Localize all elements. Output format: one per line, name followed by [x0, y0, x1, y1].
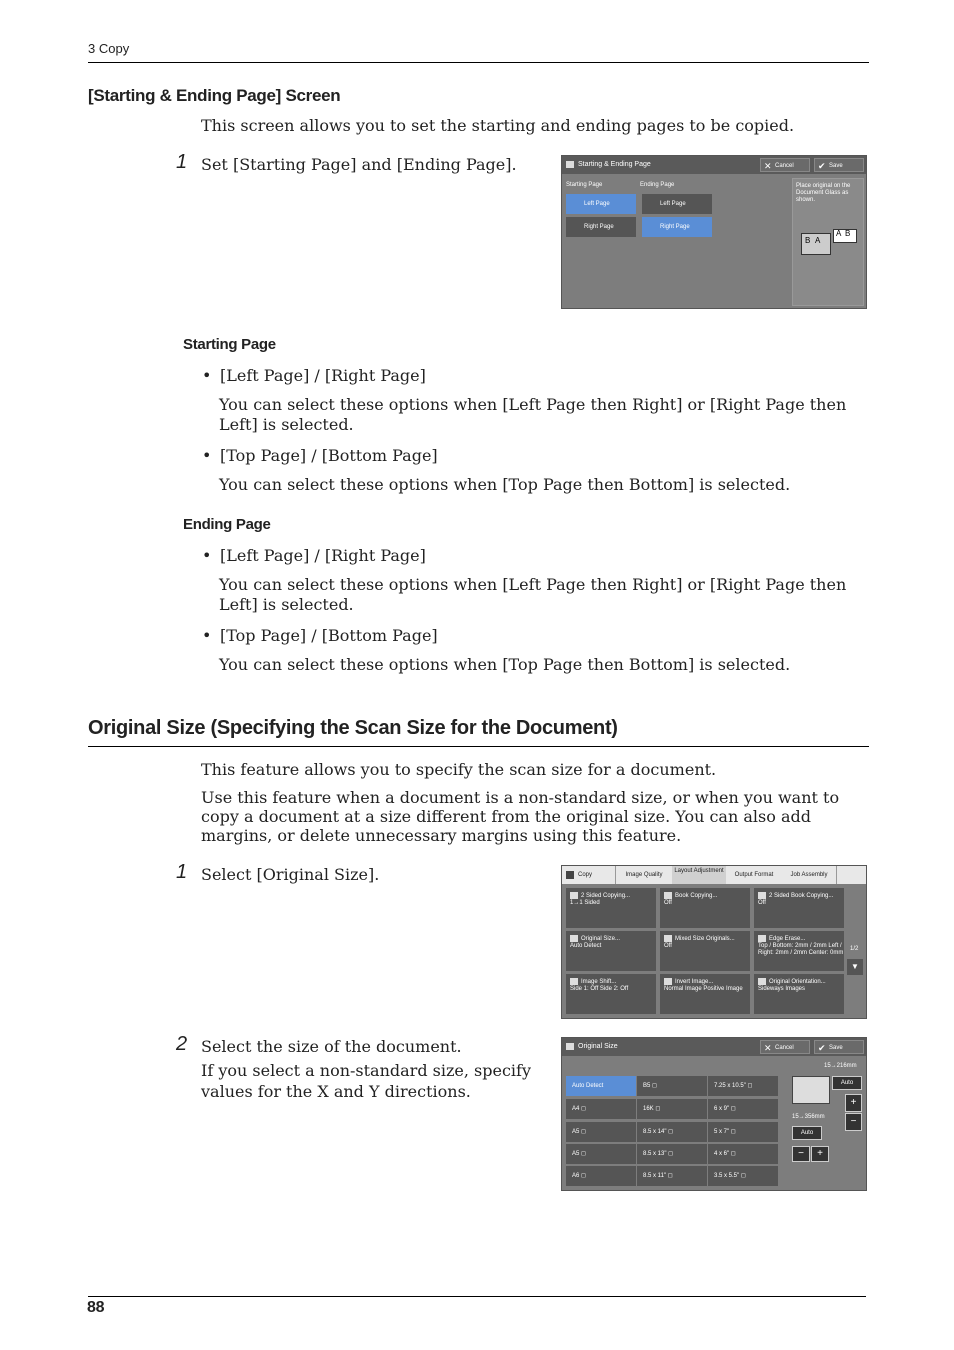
- starting-page-heading: Starting Page: [183, 336, 276, 353]
- option-label: Right Page: [584, 224, 614, 230]
- size-option[interactable]: 8.5 x 11" ◻: [637, 1166, 707, 1186]
- y-minus-button[interactable]: −: [792, 1146, 810, 1162]
- bullet-desc: You can select these options when [Left Page then Right] or [Right Page then Left] is selected.: [219, 395, 847, 434]
- tile-name: Invert Image...: [675, 979, 714, 986]
- bullet-item: • [Top Page] / [Bottom Page]: [220, 446, 438, 466]
- placement-hint: Place original on the Document Glass as shown.: [796, 183, 851, 203]
- screen-title: Original Size: [578, 1043, 618, 1050]
- tile-name: Original Orientation...: [769, 979, 826, 986]
- section2-title: Original Size (Specifying the Scan Size for the Document): [88, 717, 618, 739]
- size-option[interactable]: 7.25 x 10.5" ◻: [708, 1076, 778, 1096]
- tile-name: Mixed Size Originals...: [675, 936, 735, 943]
- y-range-label: 15→356mm: [792, 1114, 825, 1120]
- tile-value: Sideways Images: [758, 986, 806, 993]
- chevron-down-icon: ▼: [851, 962, 859, 971]
- start-right-page-option[interactable]: [566, 217, 636, 237]
- footer-rule: [88, 1296, 866, 1297]
- feature-icon: [570, 892, 578, 899]
- bullet-desc: You can select these options when [Top Page then Bottom] is selected.: [219, 655, 791, 674]
- end-left-page-option[interactable]: [642, 194, 712, 214]
- tile-name: 2 Sided Book Copying...: [769, 893, 834, 900]
- feature-icon: [664, 978, 672, 985]
- screen-title: Starting & Ending Page: [578, 161, 651, 168]
- y-auto-button[interactable]: Auto: [792, 1126, 822, 1140]
- step-text: Select the size of the document.: [201, 1037, 462, 1056]
- tile-value: Off: [664, 943, 672, 950]
- tab-bar: [562, 866, 866, 884]
- copy-icon: [566, 871, 574, 879]
- feature-icon: [570, 935, 578, 942]
- bullet-desc: You can select these options when [Left Page then Right] or [Right Page then Left] is selected.: [219, 575, 847, 614]
- feature-tile[interactable]: [754, 974, 844, 1014]
- label-b2: B: [845, 229, 851, 238]
- tile-value: Auto Detect: [570, 943, 602, 950]
- tile-value: Off: [758, 900, 766, 907]
- document-size-icon: [792, 1076, 830, 1104]
- tile-name: Original Size...: [581, 936, 621, 943]
- size-option[interactable]: A4 ◻: [566, 1099, 636, 1119]
- feature-tile[interactable]: [660, 974, 750, 1014]
- page-indicator: 1/2: [850, 946, 859, 952]
- label-b: B: [805, 236, 811, 245]
- guide-panel: [792, 178, 864, 306]
- cancel-label: Cancel: [775, 163, 794, 169]
- bullet-item: • [Left Page] / [Right Page]: [220, 546, 426, 566]
- tab-output-format[interactable]: Output Format: [726, 866, 783, 884]
- y-plus-button[interactable]: +: [811, 1146, 829, 1162]
- ending-page-label: Ending Page: [640, 182, 675, 188]
- page-number: 88: [87, 1299, 105, 1316]
- feature-icon: [758, 978, 766, 985]
- size-option[interactable]: Auto Detect: [566, 1076, 636, 1096]
- screen-title-bar: [562, 156, 866, 174]
- section2-paragraph: Use this feature when a document is a non-standard size, or when you want to copy a document at a size different from the original size. You can also add margins, or delete unnecessary margins using this feature.: [201, 788, 840, 845]
- size-option[interactable]: A5 ◻: [566, 1122, 636, 1142]
- tab-layout-adjustment[interactable]: Layout Adjustment: [672, 866, 727, 884]
- tile-name: Edge Erase...: [769, 936, 806, 943]
- intro-text: This screen allows you to set the starting and ending pages to be copied.: [201, 116, 795, 135]
- size-option[interactable]: 16K ◻: [637, 1099, 707, 1119]
- x-plus-button[interactable]: +: [845, 1094, 862, 1112]
- feature-tile[interactable]: [754, 931, 844, 971]
- close-icon: ✕: [764, 1043, 772, 1053]
- tab-job-assembly[interactable]: Job Assembly: [782, 866, 837, 884]
- tab-image-quality[interactable]: Image Quality: [616, 866, 673, 884]
- x-minus-button[interactable]: −: [845, 1113, 862, 1131]
- size-option[interactable]: 5 x 7" ◻: [708, 1122, 778, 1142]
- feature-icon: [664, 935, 672, 942]
- x-auto-button[interactable]: Auto: [832, 1076, 862, 1090]
- feature-tile[interactable]: [660, 931, 750, 971]
- size-option[interactable]: A6 ◻: [566, 1166, 636, 1186]
- tile-name: Book Copying...: [675, 893, 718, 900]
- save-label: Save: [829, 1045, 843, 1051]
- section-title: [Starting & Ending Page] Screen: [88, 86, 341, 105]
- starting-page-label: Starting Page: [566, 182, 603, 188]
- tile-name: Image Shift...: [581, 979, 617, 986]
- feature-tile-original-size[interactable]: [566, 931, 656, 971]
- size-option[interactable]: B5 ◻: [637, 1076, 707, 1096]
- section2-paragraph: This feature allows you to specify the scan size for a document.: [201, 760, 717, 779]
- size-option[interactable]: 8.5 x 14" ◻: [637, 1122, 707, 1142]
- size-option[interactable]: A5 ◻: [566, 1144, 636, 1164]
- bullet-item: • [Top Page] / [Bottom Page]: [220, 626, 438, 646]
- scroll-down-button[interactable]: [847, 959, 863, 975]
- tab-copy[interactable]: Copy: [562, 866, 616, 884]
- bullet-item: • [Left Page] / [Right Page]: [220, 366, 426, 386]
- x-range-label: 15→216mm: [824, 1063, 857, 1069]
- bullet-desc: You can select these options when [Top Page then Bottom] is selected.: [219, 475, 791, 494]
- tile-name: 2 Sided Copying...: [581, 893, 631, 900]
- ending-page-heading: Ending Page: [183, 516, 271, 533]
- tile-value: Top / Bottom: 2mm / 2mm Left / Right: 2mm / 2mm Center: 0mm: [758, 943, 844, 957]
- feature-tile[interactable]: [754, 888, 844, 928]
- feature-tile[interactable]: [660, 888, 750, 928]
- feature-icon: [758, 892, 766, 899]
- check-icon: ✔: [818, 1043, 826, 1053]
- option-label: Right Page: [660, 224, 690, 230]
- step-number: 1: [176, 861, 188, 883]
- tile-value: Normal Image Positive Image: [664, 986, 743, 993]
- cancel-label: Cancel: [775, 1045, 794, 1051]
- tile-value: Side 1: Off Side 2: Off: [570, 986, 629, 993]
- label-a2: A: [836, 229, 842, 238]
- tile-value: Off: [664, 900, 672, 907]
- size-option[interactable]: 6 x 9" ◻: [708, 1099, 778, 1119]
- option-label: Left Page: [660, 201, 686, 207]
- feature-icon: [758, 935, 766, 942]
- header-rule: [88, 62, 869, 63]
- step-text: Select [Original Size].: [201, 865, 380, 884]
- feature-tile[interactable]: [566, 974, 656, 1014]
- feature-icon: [570, 978, 578, 985]
- option-label: Left Page: [584, 201, 610, 207]
- chapter-header: 3 Copy: [88, 41, 130, 56]
- original-size-screenshot: [561, 1037, 867, 1191]
- end-right-page-option[interactable]: [642, 217, 712, 237]
- start-left-page-option[interactable]: [566, 194, 636, 214]
- starting-ending-page-screenshot: [561, 155, 867, 309]
- screen-title-bar: [562, 1038, 866, 1056]
- step-number: 2: [176, 1033, 188, 1055]
- save-label: Save: [829, 163, 843, 169]
- label-a: A: [815, 236, 821, 245]
- size-option[interactable]: 4 x 6" ◻: [708, 1144, 778, 1164]
- step-number: 1: [176, 151, 188, 173]
- section-rule: [88, 746, 869, 747]
- screen-icon: [566, 161, 574, 168]
- check-icon: ✔: [818, 161, 826, 171]
- feature-icon: [664, 892, 672, 899]
- close-icon: ✕: [764, 161, 772, 171]
- copy-features-screenshot: [561, 865, 867, 1019]
- tile-value: 1→1 Sided: [570, 900, 600, 907]
- feature-tile[interactable]: [566, 888, 656, 928]
- screen-icon: [566, 1043, 574, 1050]
- size-option[interactable]: 3.5 x 5.5" ◻: [708, 1166, 778, 1186]
- step-text: Set [Starting Page] and [Ending Page].: [201, 155, 517, 174]
- step-subtext: If you select a non-standard size, specify values for the X and Y directions.: [201, 1061, 532, 1101]
- size-option[interactable]: 8.5 x 13" ◻: [637, 1144, 707, 1164]
